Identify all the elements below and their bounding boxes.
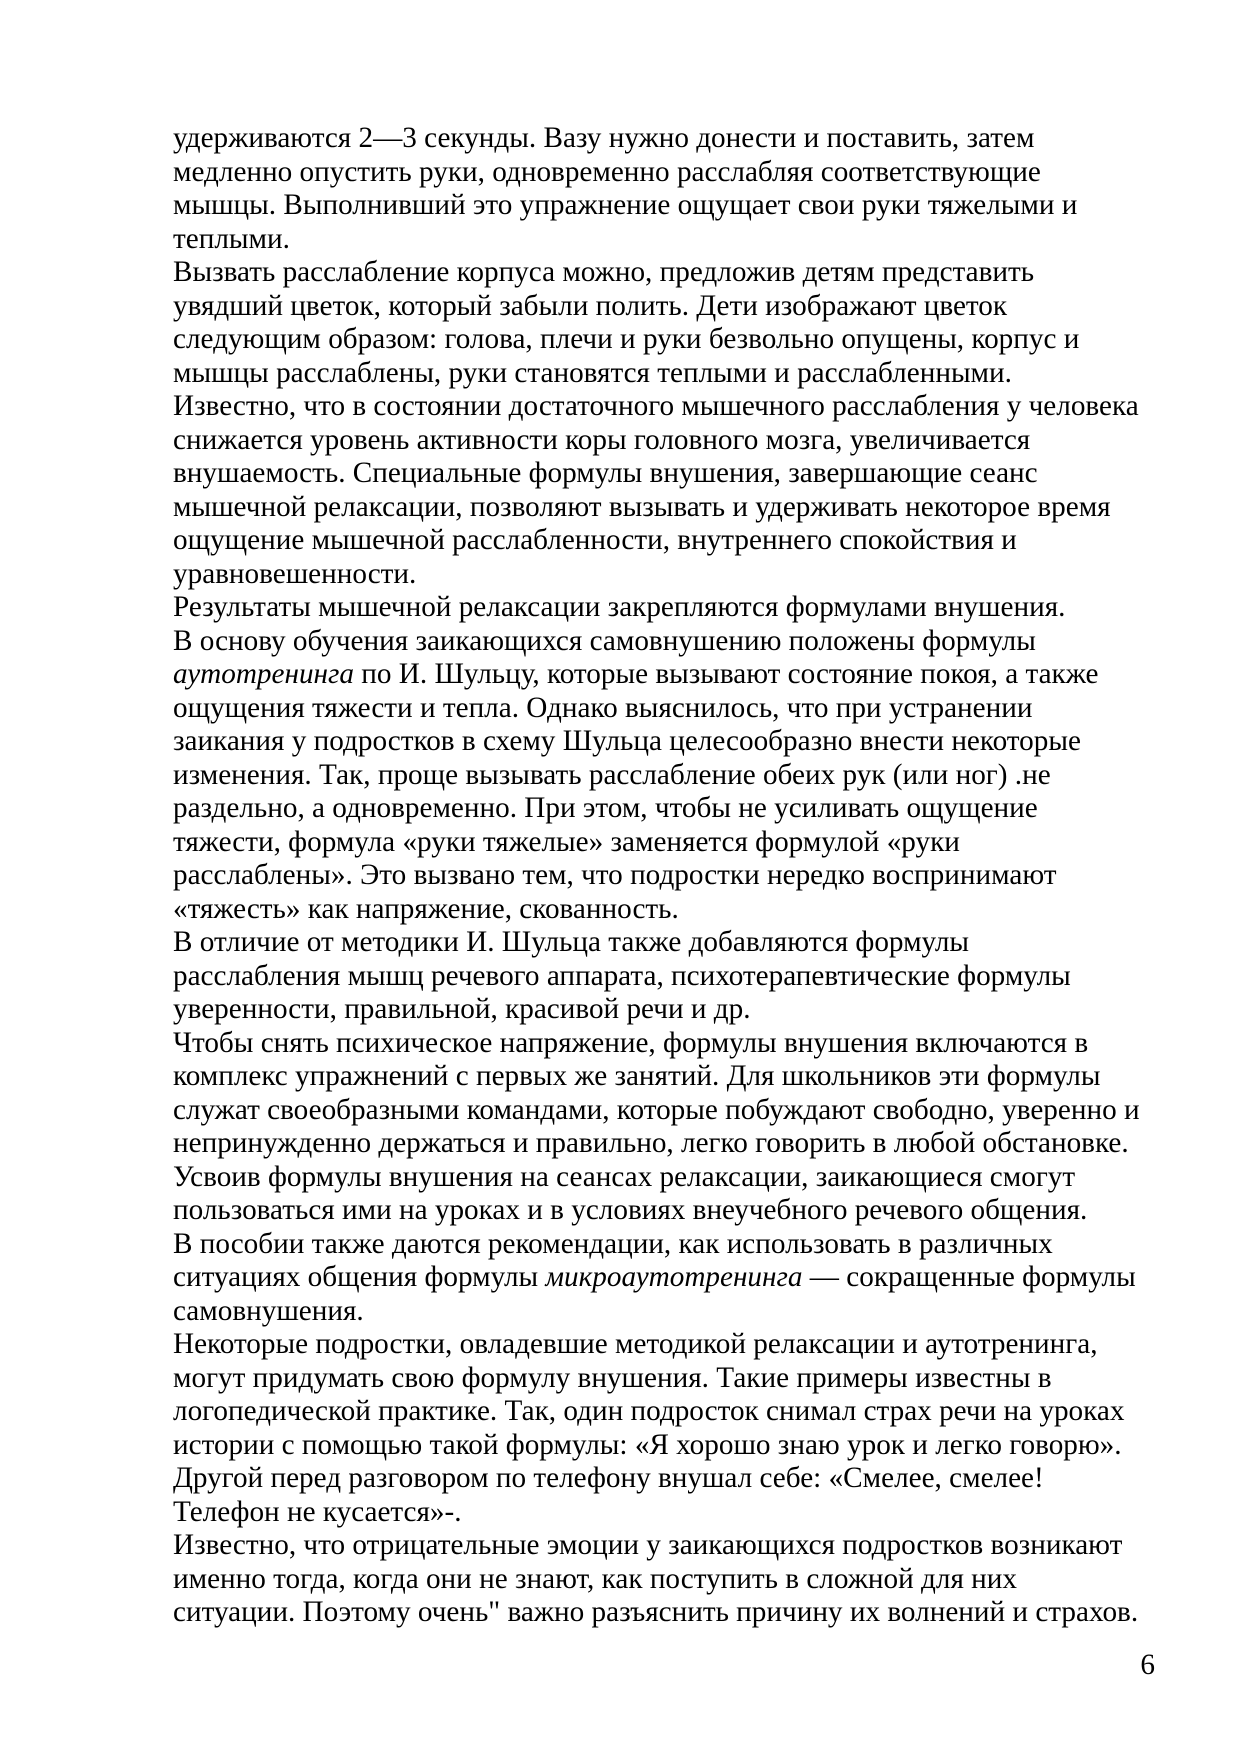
text-block [173,122,1183,1630]
text-line: Телефон не кусается»-. [173,1495,462,1528]
text-line: мышцы расслаблены, руки становятся теплыми и расслабленными. [173,356,1012,389]
text-line: служат своеобразными командами, которые побуждают свободно, уверенно и [173,1093,1140,1126]
text-line: В отличие от методики И. Шульца также добавляются формулы [173,926,970,958]
text-line: Другой перед разговором по телефону внушал себе: «Смелее, смелее! [173,1462,1044,1494]
text-line: Некоторые подростки, овладевшие методикой релаксации и аутотренинга, [173,1328,1098,1360]
text-line: расслаблены». Это вызвано тем, что подростки нередко воспринимают [173,859,1057,891]
text-line: ситуации. Поэтому очень" важно разъяснить причину их волнений и страхов. [173,1596,1139,1628]
text-line: «тяжесть» как напряжение, скованность. [173,892,679,925]
text-line: следующим образом: голова, плечи и руки безвольно опущены, корпус и [173,323,1080,355]
text-line: раздельно, а одновременно. При этом, чтобы не усиливать ощущение [173,792,1038,824]
text-line: теплыми. [173,222,290,255]
text-line: В пособии также даются рекомендации, как использовать в различных [173,1227,1053,1260]
text-line: тяжести, формула «руки тяжелые» заменяется формулой «руки [173,825,960,858]
text-line: именно тогда, когда они не знают, как поступить в сложной для них [173,1562,1018,1595]
text-line: Чтобы снять психическое напряжение, формулы внушения включаются в [173,1026,1089,1059]
text-line: истории с помощью такой формулы: «Я хорошо знаю урок и легко говорю». [173,1428,1122,1461]
text-line: снижается уровень активности коры головного мозга, увеличивается [173,423,1031,456]
text-line: Результаты мышечной релаксации закрепляются формулами внушения. [173,591,1066,623]
text-line: В основу обучения заикающихся самовнушению положены формулы [173,624,1036,657]
text-line: заикания у подростков в схему Шульца целесообразно внести некоторые [173,725,1081,757]
text-line: внушаемость. Специальные формулы внушения, завершающие сеанс [173,457,1038,489]
text-line: Усвоив формулы внушения на сеансах релаксации, заикающиеся смогут [173,1160,1076,1193]
text-line: изменения. Так, проще вызывать расслабление обеих рук (или ног) .не [173,758,1051,791]
text-line: Известно, что в состоянии достаточного мышечного расслабления у человека [173,390,1139,422]
text-line: уверенности, правильной, красивой речи и др. [173,993,751,1025]
text-line: ощущение мышечной расслабленности, внутреннего спокойствия и [173,524,1017,556]
text-line: Известно, что отрицательные эмоции у заикающихся подростков возникают [173,1529,1123,1561]
text-line: ситуациях общения формулы микроаутотренинга — сокращенные формулы [173,1261,1136,1293]
text-line: самовнушения. [173,1294,364,1327]
text-line: могут придумать свою формулу внушения. Такие примеры известны в [173,1361,1052,1394]
text-line: ощущения тяжести и тепла. Однако выяснилось, что при устранении [173,691,1033,724]
text-line: Вызвать расслабление корпуса можно, предложив детям представить [173,256,1035,288]
text-line: мышцы. Выполнивший это упражнение ощущает свои руки тяжелыми и [173,189,1078,221]
text-line: непринужденно держаться и правильно, легко говорить в любой обстановке. [173,1127,1129,1159]
text-line: медленно опустить руки, одновременно расслабляя соответствующие [173,155,1041,188]
text-line: удерживаются 2—3 секунды. Вазу нужно донести и поставить, затем [173,122,1035,154]
text-line: пользоваться ими на уроках и в условиях внеучебного речевого общения. [173,1194,1088,1226]
text-line: уравновешенности. [173,557,417,590]
text-line: комплекс упражнений с первых же занятий. Для школьников эти формулы [173,1060,1101,1092]
text-line: расслабления мышц речевого аппарата, психотерапевтические формулы [173,959,1071,992]
text-line: увядший цветок, который забыли полить. Дети изображают цветок [173,289,1008,322]
text-line: аутотренинга по И. Шульцу, которые вызывают состояние покоя, а также [173,658,1099,690]
page-number: 6 [1140,1649,1155,1681]
text-line: мышечной релаксации, позволяют вызывать и удерживать некоторое время [173,490,1111,523]
text-line: логопедической практике. Так, один подросток снимал страх речи на уроках [173,1395,1125,1427]
